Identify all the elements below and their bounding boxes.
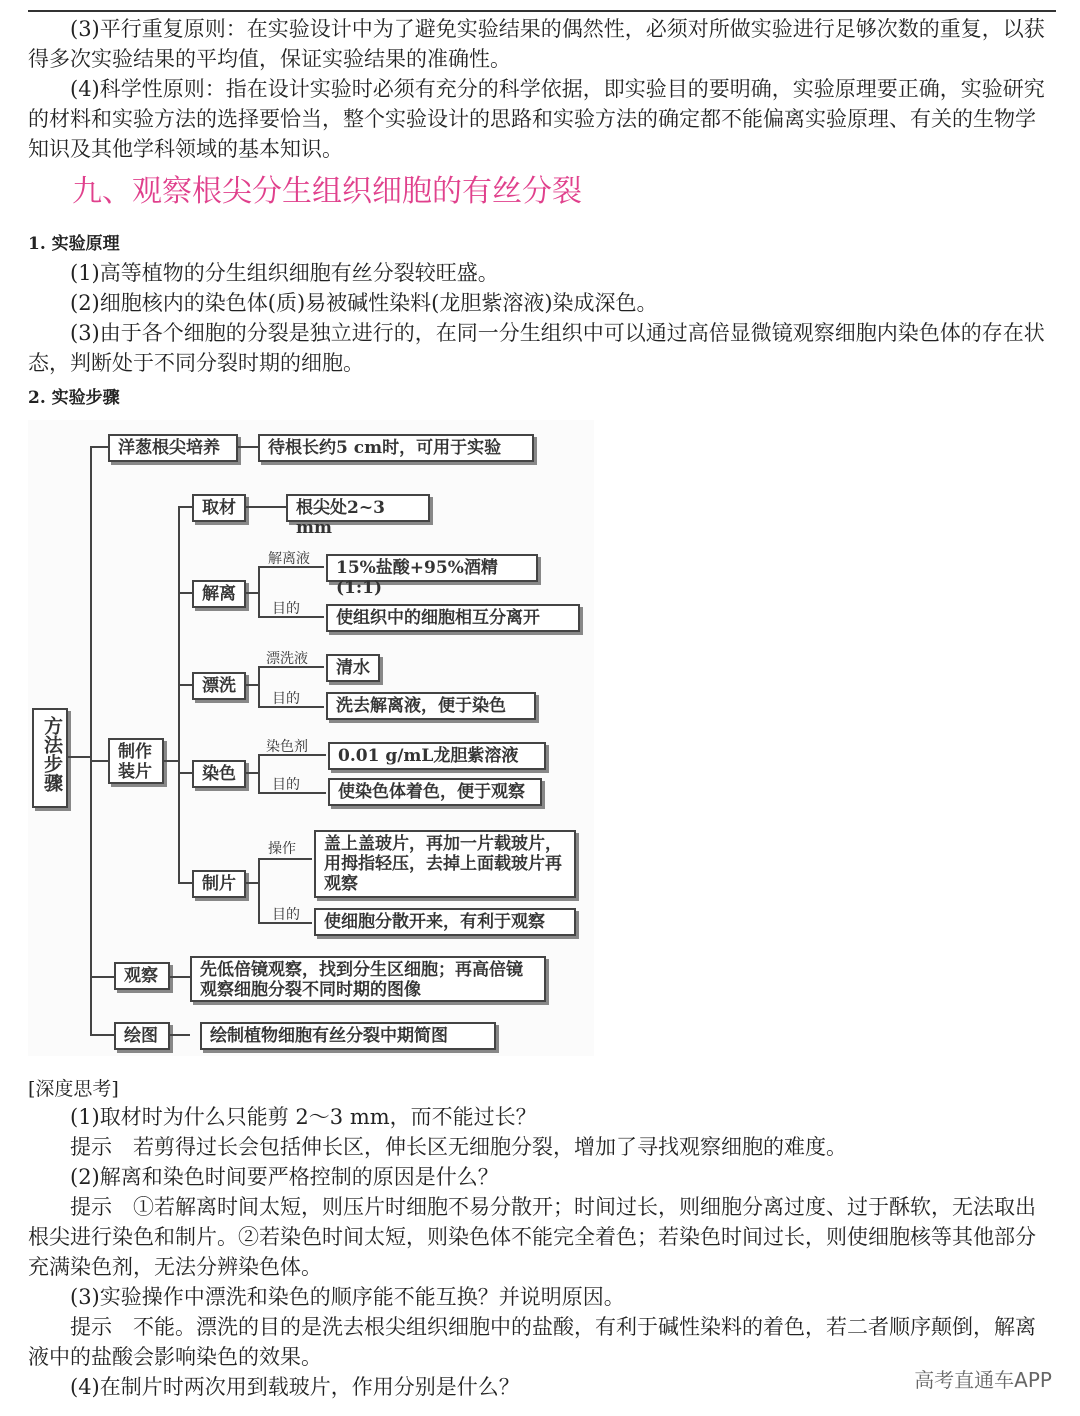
connector	[178, 506, 192, 508]
connector	[238, 446, 258, 448]
node-observe: 观察	[114, 962, 170, 990]
answer-1: 提示 若剪得过长会包括伸长区，伸长区无细胞分裂，增加了寻找观察细胞的难度。	[70, 1135, 847, 1159]
answer-2: 提示 ①若解离时间太短，则压片时细胞不易分散开；时间过长，则细胞分离过度、过于酥软，无法取出根尖进行染色和制片。②若染色时间太短，则染色体不能完全着色；若染色时间过长，则使细胞核等其他部分充满染色剂，无法分辨染色体。	[28, 1195, 1036, 1279]
watermark: 高考直通车APP	[914, 1368, 1052, 1392]
connector	[258, 566, 260, 616]
label-stain-agent: 染色剂	[266, 739, 308, 755]
paragraph-repeat-principle: (3)平行重复原则：在实验设计中为了避免实验结果的偶然性，必须对所做实验进行足够次数的重复，以获得多次实验结果的平均值，保证实验结果的准确性。	[28, 17, 1045, 71]
connector	[258, 858, 260, 922]
question-2: (2)解离和染色时间要严格控制的原因是什么？	[70, 1165, 499, 1189]
connector	[90, 446, 108, 448]
diagram-root: 方法步骤	[32, 708, 68, 808]
principle-item: (1)高等植物的分生组织细胞有丝分裂较旺盛。	[70, 261, 499, 285]
paragraph-scientific-principle: (4)科学性原则：指在设计实验时必须有充分的科学依据，即实验目的要明确，实验原理要正确，实验研究的材料和实验方法的选择要恰当，整个实验设计的思路和实验方法的确定都不能偏离实验原理、有关的生物学知识及其他学科领域的基本知识。	[28, 77, 1045, 161]
connector	[258, 666, 260, 706]
connector	[246, 772, 258, 774]
note-rinse-purpose: 洗去解离液，便于染色	[326, 692, 536, 720]
note-draw: 绘制植物细胞有丝分裂中期简图	[200, 1022, 496, 1050]
top-rule	[28, 10, 1056, 12]
note-dissociation-purpose: 使组织中的细胞相互分离开	[326, 604, 580, 632]
note-culture: 待根长约5 cm时，可用于实验	[258, 434, 534, 462]
node-dissociation: 解离	[192, 580, 246, 608]
connector	[170, 976, 190, 978]
connector	[246, 592, 258, 594]
steps-heading: 2. 实验步骤	[28, 388, 120, 408]
connector	[178, 592, 192, 594]
question-1: (1)取材时为什么只能剪 2～3 mm，而不能过长？	[70, 1105, 537, 1129]
connector	[178, 506, 180, 882]
label-purpose: 目的	[272, 691, 300, 707]
node-slide: 制片	[192, 870, 246, 898]
connector	[258, 858, 312, 860]
label-purpose: 目的	[272, 601, 300, 617]
label-purpose: 目的	[272, 907, 300, 923]
note-stain-purpose: 使染色体着色，便于观察	[328, 778, 542, 806]
answer-3: 提示 不能。漂洗的目的是洗去根尖组织细胞中的盐酸，有利于碱性染料的着色，若二者顺序颠倒，解离液中的盐酸会影响染色的效果。	[28, 1315, 1036, 1369]
connector	[258, 754, 260, 792]
connector	[246, 506, 286, 508]
note-observe: 先低倍镜观察，找到分生区细胞；再高倍镜观察细胞分裂不同时期的图像	[190, 956, 546, 1002]
note-dissociation-liquid: 15%盐酸+95%酒精(1:1)	[326, 554, 538, 582]
note-slide-operation: 盖上盖玻片，再加一片载玻片，用拇指轻压，去掉上面载玻片再观察	[314, 830, 576, 898]
principle-item: (2)细胞核内的染色体(质)易被碱性染料(龙胆紫溶液)染成深色。	[70, 291, 658, 315]
note-stain-agent: 0.01 g/mL龙胆紫溶液	[328, 742, 546, 770]
node-stain: 染色	[192, 760, 246, 788]
connector	[90, 446, 92, 1036]
connector	[68, 756, 90, 758]
node-culture: 洋葱根尖培养	[108, 434, 238, 462]
deep-thinking-heading: [深度思考]	[28, 1078, 119, 1100]
principle-heading: 1. 实验原理	[28, 234, 120, 254]
steps-flow-diagram	[28, 420, 594, 1056]
note-slide-purpose: 使细胞分散开来，有利于观察	[314, 908, 576, 936]
connector	[170, 1034, 190, 1036]
label-purpose: 目的	[272, 777, 300, 793]
node-sampling: 取材	[192, 494, 246, 522]
label-slide-operation: 操作	[268, 841, 296, 857]
connector	[178, 882, 192, 884]
node-make-slide: 制作装片	[108, 738, 164, 784]
connector	[178, 684, 192, 686]
label-dissociation-liquid: 解离液	[268, 551, 310, 567]
connector	[90, 976, 114, 978]
principle-item: (3)由于各个细胞的分裂是独立进行的，在同一分生组织中可以通过高倍显微镜观察细胞内染色体的存在状态，判断处于不同分裂时期的细胞。	[28, 321, 1045, 375]
node-draw: 绘图	[114, 1022, 170, 1050]
connector	[90, 760, 108, 762]
question-3: (3)实验操作中漂洗和染色的顺序能不能互换？并说明原因。	[70, 1285, 625, 1309]
section-title: 九、观察根尖分生组织细胞的有丝分裂	[72, 174, 582, 209]
connector	[90, 1034, 114, 1036]
connector	[246, 684, 258, 686]
node-rinse: 漂洗	[192, 672, 246, 700]
connector	[164, 760, 178, 762]
question-4: (4)在制片时两次用到载玻片，作用分别是什么？	[70, 1375, 520, 1399]
note-sampling: 根尖处2~3 mm	[286, 494, 430, 522]
note-rinse-liquid: 清水	[326, 654, 380, 682]
connector	[178, 772, 192, 774]
label-rinse-liquid: 漂洗液	[266, 651, 308, 667]
connector	[246, 882, 258, 884]
